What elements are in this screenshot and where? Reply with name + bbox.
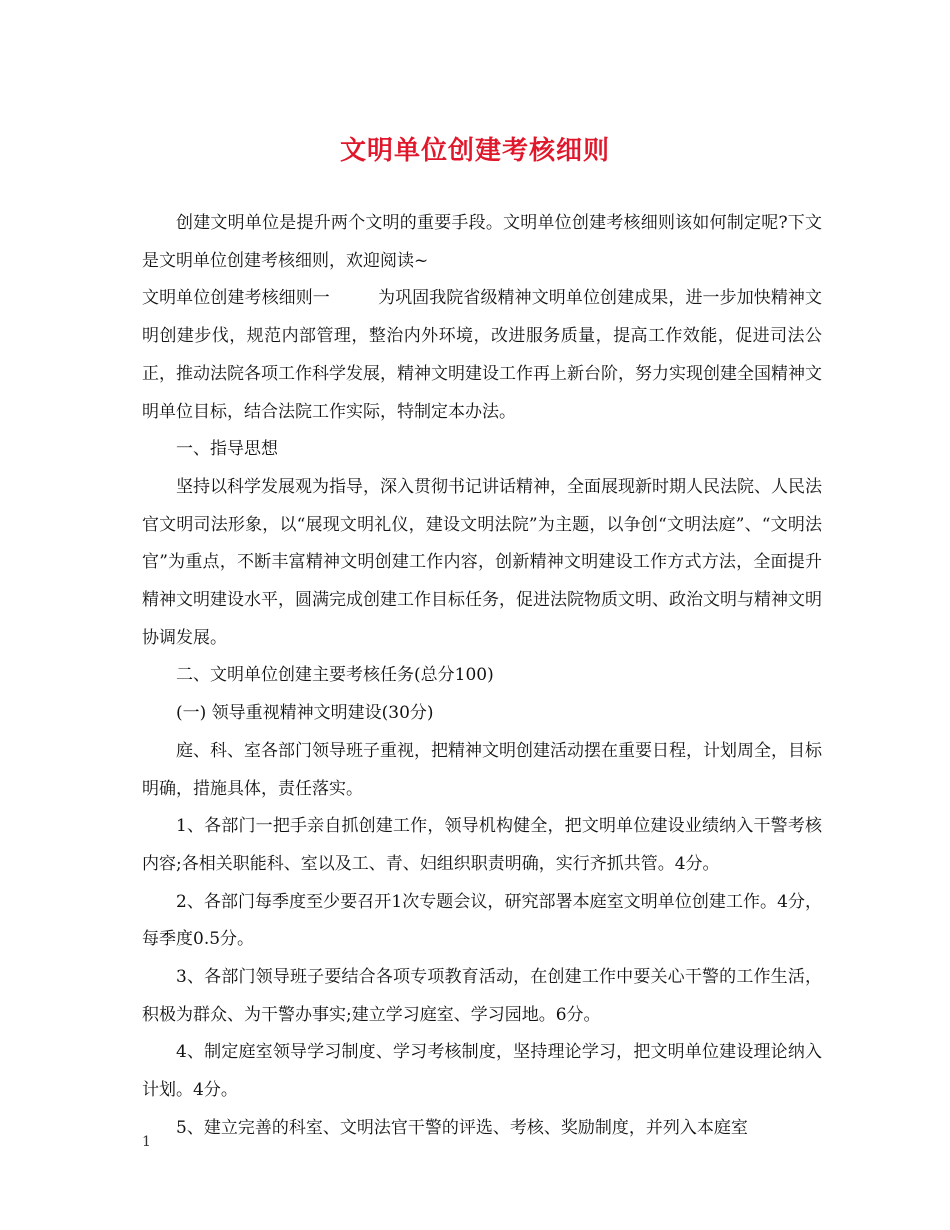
subheading-leadership: (一) 领导重视精神文明建设(30分) — [176, 703, 434, 724]
document-title: 文明单位创建考核细则 — [339, 136, 610, 166]
section-lead: 文明单位创建考核细则一 — [142, 288, 330, 309]
item-1: 1、各部门一把手亲自抓创建工作，领导机构健全，把文明单位建设业绩纳入干警考核内容;各相关职能科、室以及工、青、妇组织职责明确，实行齐抓共管。4分。 — [142, 816, 822, 874]
guiding-ideology-paragraph: 坚持以科学发展观为指导，深入贯彻书记讲话精神，全面展现新时期人民法院、人民法官文明司法形象，以“展现文明礼仪，建设文明法院”为主题，以争创“文明法庭”、“文明法官”为重点，不断丰富精神文明创建工作内容，创新精神文明建设工作方式方法，全面提升精神文明建设水平，圆满完成创建工作目标任务，促进法院物质文明、政治文明与精神文明协调发展。 — [142, 476, 822, 648]
section-one-paragraph — [142, 280, 822, 431]
item-3: 3、各部门领导班子要结合各项专项教育活动，在创建工作中要关心干警的工作生活，积极为群众、为干警办事实;建立学习庭室、学习园地。6分。 — [142, 967, 822, 1025]
item-2: 2、各部门每季度至少要召开1次专题会议，研究部署本庭室文明单位创建工作。4分，每季度0.5分。 — [142, 891, 822, 950]
item-5: 5、建立完善的科室、文明法官干警的评选、考核、奖励制度，并列入本庭室 — [176, 1117, 748, 1138]
leadership-paragraph: 庭、科、室各部门领导班子重视，把精神文明创建活动摆在重要日程，计划周全，目标明确，措施具体，责任落实。 — [142, 740, 822, 799]
item-4: 4、制定庭室领导学习制度、学习考核制度，坚持理论学习，把文明单位建设理论纳入计划。4分。 — [142, 1042, 822, 1101]
page-number: 1 — [142, 1134, 151, 1150]
document-body — [142, 205, 822, 1148]
heading-guiding-ideology: 一、指导思想 — [176, 439, 278, 460]
section-text: 为巩固我院省级精神文明单位创建成果，进一步加快精神文明创建步伐，规范内部管理，整治内外环境，改进服务质量，提高工作效能，促进司法公正，推动法院各项工作科学发展，精神文明建设工作再上新台阶，努力实现创建全国精神文明单位目标，结合法院工作实际，特制定本办法。 — [142, 288, 823, 422]
intro-paragraph: 创建文明单位是提升两个文明的重要手段。文明单位创建考核细则该如何制定呢?下文是文明单位创建考核细则，欢迎阅读~ — [142, 213, 822, 271]
heading-assessment-tasks: 二、文明单位创建主要考核任务(总分100) — [176, 665, 494, 686]
